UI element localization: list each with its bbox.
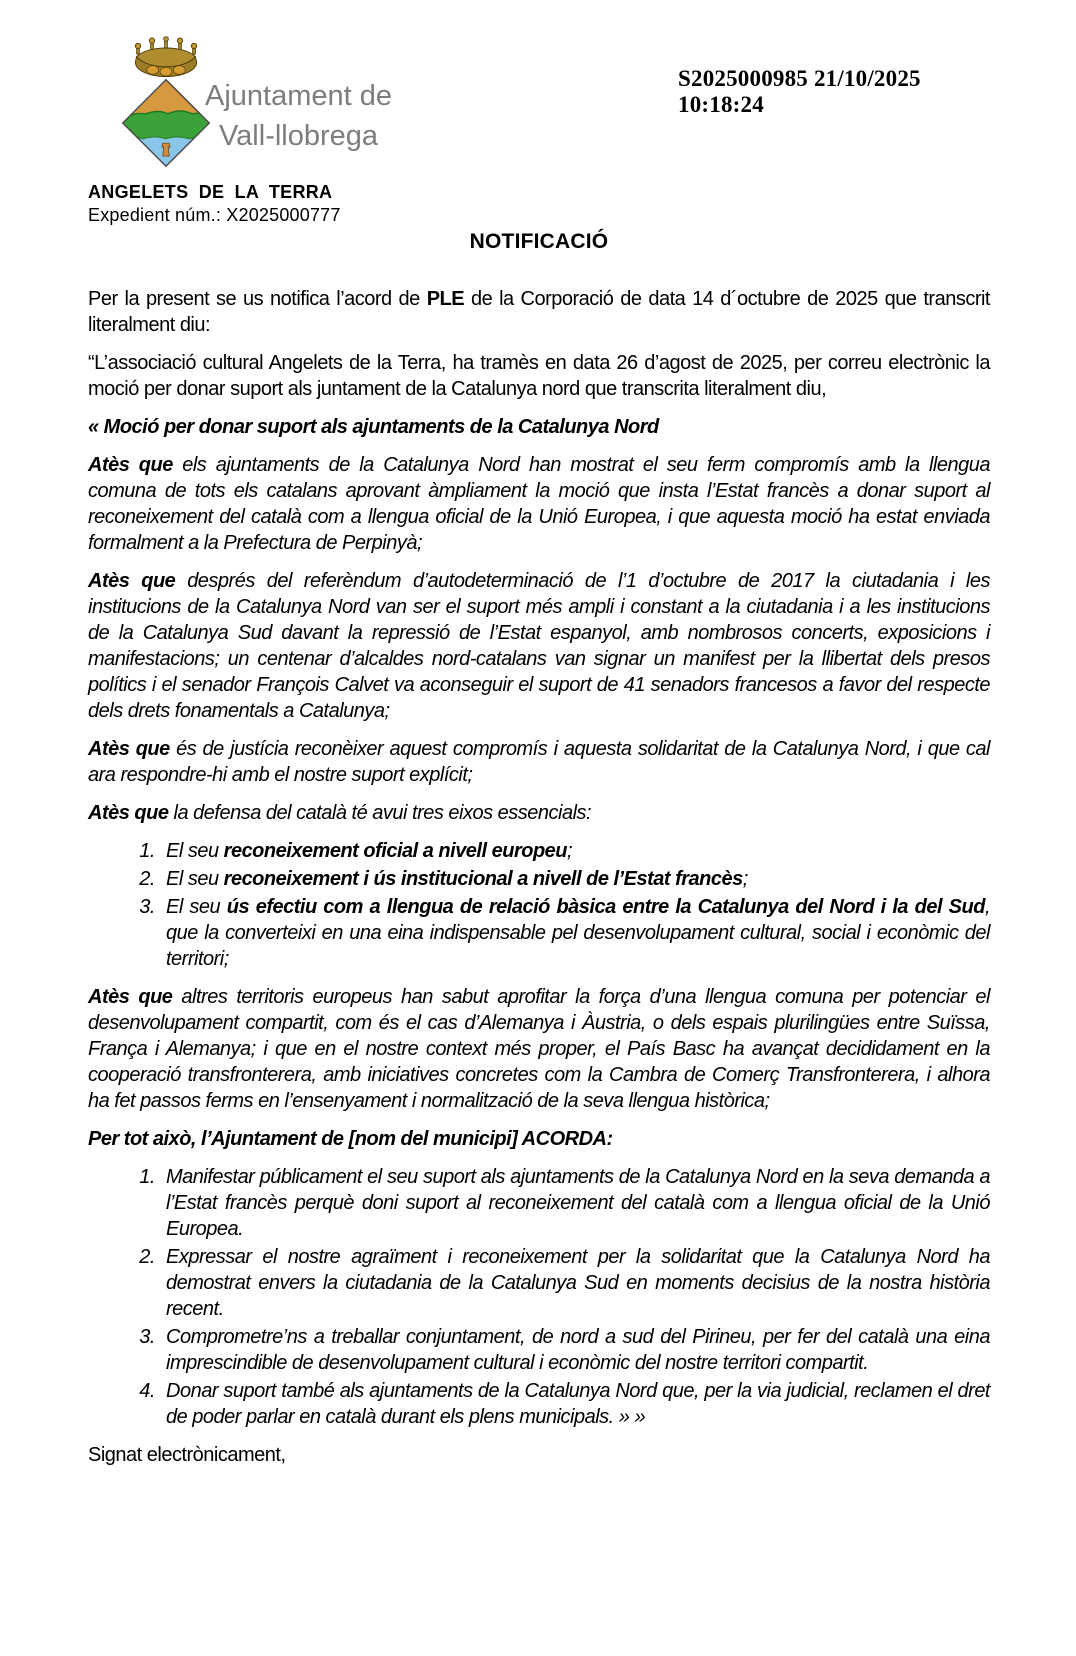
paragraph xyxy=(88,800,990,826)
paragraph xyxy=(88,984,990,1114)
paragraph xyxy=(88,286,990,338)
text-run: Donar suport també als ajuntaments de la Catalunya Nord que, per la via judicial, reclamen el dret de poder parlar en català durant els plens municipals. » » xyxy=(166,1380,990,1428)
paragraph xyxy=(88,568,990,724)
text-run-bold: Atès que xyxy=(88,986,182,1008)
text-run-bold: ús efectiu com a llengua de relació bàsica entre la Catalunya del Nord i la del Sud xyxy=(226,896,985,918)
ordered-list xyxy=(88,1164,990,1430)
text-run: ; xyxy=(742,868,748,890)
org-name-line2: Vall-llobrega xyxy=(218,120,379,153)
paragraph xyxy=(88,736,990,788)
list-item xyxy=(160,1378,990,1430)
text-run-bold: Atès que xyxy=(88,570,188,592)
crown-icon xyxy=(126,36,206,80)
expedient-number: Expedient núm.: X2025000777 xyxy=(88,205,341,226)
organization-name xyxy=(205,76,392,156)
paragraph xyxy=(88,350,990,402)
text-run: Per la present se us notifica l’acord de xyxy=(88,288,427,310)
text-run-bold: Atès que xyxy=(88,802,174,824)
text-run: Expressar el nostre agraïment i reconeixement per la solidaritat que la Catalunya Nord ha demostrat envers la ciutadania de la Catalunya Sud en moments decisius de la nostra història recent. xyxy=(166,1246,990,1320)
registry-number-date: S2025000985 21/10/2025 xyxy=(678,66,921,91)
paragraph xyxy=(88,452,990,556)
document-title: NOTIFICACIÓ xyxy=(469,230,609,253)
text-run: de la Corporació de data 14 d´octubre de 2025 que transcrit literalment diu: xyxy=(88,288,990,336)
text-run: El seu xyxy=(166,868,224,890)
text-run-bold: reconeixement oficial a nivell europeu xyxy=(223,840,567,862)
list-item xyxy=(160,1324,990,1376)
paragraph xyxy=(88,1442,990,1468)
list-item xyxy=(160,838,990,864)
paragraph xyxy=(88,1126,990,1152)
text-run-bold: PLE xyxy=(426,288,465,310)
text-run: altres territoris europeus han sabut aprofitar la força d’una llengua comuna per potenciar el desenvolupament compartit, com és el cas d’Alemanya i Àustria, o dels espais plurilingües entre Suïssa, França i Alemanya; i que en el nostre context més proper, el País Basc ha avançat decididament en la cooperació transfronterera, amb iniciatives concretes com la Cambra de Comerç Transfronterera, i alhora ha fet passos ferms en l’ensenyament i normalització de la seva llengua històrica; xyxy=(88,986,990,1112)
paragraph xyxy=(88,414,990,440)
org-name-line1: Ajuntament de xyxy=(205,80,393,112)
list-item xyxy=(160,1244,990,1322)
text-run-bold: reconeixement i ús institucional a nivell de l’Estat francès xyxy=(223,868,743,890)
text-run: és de justícia reconèixer aquest compromís i aquesta solidaritat de la Catalunya Nord, i que cal ara respondre-hi amb el nostre suport explícit; xyxy=(88,738,990,786)
recipient-name: ANGELETS DE LA TERRA xyxy=(88,182,333,202)
shield-icon xyxy=(120,77,212,169)
ordered-list xyxy=(88,838,990,972)
text-run: els ajuntaments de la Catalunya Nord han mostrat el seu ferm compromís amb la llengua comuna de tots els catalans aprovant àmpliament la moció que insta l’Estat francès a donar suport al reconeixement del català com a llengua oficial de la Unió Europea, i que aquesta moció ha estat enviada formalment a la Prefectura de Perpinyà; xyxy=(88,454,990,554)
text-run: , que la converteixi en una eina indispensable pel desenvolupament cultural, social i econòmic del territori; xyxy=(166,896,990,970)
text-run: Signat electrònicament, xyxy=(88,1444,286,1466)
text-run: ; xyxy=(567,840,573,862)
text-run: El seu xyxy=(166,840,224,862)
municipality-logo xyxy=(116,36,216,169)
text-run-bold: « Moció per donar suport als ajuntaments de la Catalunya Nord xyxy=(88,416,659,438)
document-body xyxy=(88,286,990,1480)
text-run: Comprometre’ns a treballar conjuntament, de nord a sud del Pirineu, per fer del català una eina imprescindible de desenvolupament cultural i econòmic del nostre territori compartit. xyxy=(166,1326,990,1374)
list-item xyxy=(160,894,990,972)
list-item xyxy=(160,1164,990,1242)
recipient-block xyxy=(88,181,341,227)
registry-time: 10:18:24 xyxy=(678,91,764,117)
text-run: “L’associació cultural Angelets de la Terra, ha tramès en data 26 d’agost de 2025, per correu electrònic la moció per donar suport als juntament de la Catalunya nord que transcrita literalment diu, xyxy=(88,352,990,400)
text-run: la defensa del català té avui tres eixos essencials: xyxy=(173,802,592,824)
text-run: Manifestar públicament el seu suport als ajuntaments de la Catalunya Nord en la seva demanda a l’Estat francès perquè doni suport al reconeixement del català com a llengua oficial de la Unió Europea. xyxy=(166,1166,990,1240)
list-item xyxy=(160,866,990,892)
text-run: El seu xyxy=(166,896,227,918)
text-run-bold: Per tot això, l’Ajuntament de [nom del municipi] ACORDA: xyxy=(88,1128,613,1150)
text-run-bold: Atès que xyxy=(88,738,177,760)
text-run-bold: Atès que xyxy=(88,454,183,476)
registry-stamp xyxy=(678,66,958,118)
text-run: després del referèndum d’autodeterminació de l’1 d’octubre de 2017 la ciutadania i les institucions de la Catalunya Nord van ser el suport més ampli i constant a la ciutadania i a les institucions de la Catalunya Sud davant la repressió de l’Estat espanyol, amb nombrosos concerts, exposicions i manifestacions; un centenar d’alcaldes nord-catalans van signar un manifest per la llibertat dels presos polítics i el senador François Calvet va aconseguir el suport de 41 senadors francesos a favor del respecte dels drets fonamentals a Catalunya; xyxy=(88,570,990,722)
